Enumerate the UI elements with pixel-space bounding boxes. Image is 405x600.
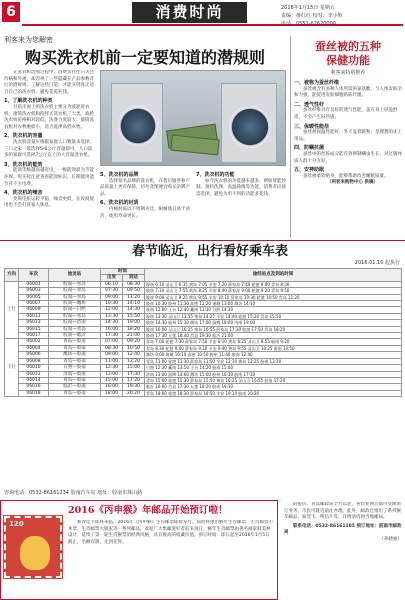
cell-stops: 日照 12:30 藏南 13:50 王台 14:20 胶南 15:00 bbox=[145, 365, 402, 371]
cell-route: 潍坊—胶南 bbox=[49, 352, 101, 358]
article-intro: 在洗衣机选购过程中，消费者往往只关注价格和外观，却忽视了一些隐藏在产品参数背后的潜规则。了解这些门道，才能买到真正适合自己的洗衣机，避免花冤枉钱。 bbox=[4, 70, 94, 95]
cell-depart: 13:30 bbox=[101, 313, 123, 319]
masthead-meta bbox=[281, 4, 401, 28]
washer-right-icon bbox=[221, 83, 277, 163]
cell-route: 胶南—青岛 bbox=[49, 326, 101, 332]
cell-number: 06009 bbox=[19, 307, 49, 313]
cell-number: 06015 bbox=[19, 326, 49, 332]
article-kicker: 利客来为您解密 bbox=[4, 36, 53, 44]
side-section-heading: 三、保暖性能佳 bbox=[294, 123, 330, 130]
cell-stops: 胶南 13:30 灵山卫 13:55 黄岛 14:25 辛安 14:40 轮渡 15:20 青岛 15:50 bbox=[145, 313, 402, 319]
cell-route: 青岛—胶南 bbox=[49, 390, 101, 396]
main-article-col-2 bbox=[100, 170, 192, 238]
side-section-heading: 四、防螨抗菌 bbox=[294, 145, 325, 152]
washing-machine-photo bbox=[100, 70, 286, 166]
bottom-right-sign: （孙晓丽） bbox=[379, 536, 402, 542]
table-row bbox=[5, 390, 402, 396]
cell-route: 青岛—胶南 bbox=[49, 345, 101, 351]
cell-stops: 胶南 10:30 胶州 11:30 高密 12:20 诸城 13:00 潍坊 14:10 bbox=[145, 301, 402, 307]
stamp-ad-title: 2016《丙申猴》年邮品开始预订啦！ bbox=[68, 505, 228, 516]
cell-arrive: 12:40 bbox=[123, 352, 145, 358]
side-title-line-1: 蚕丝被的五种 bbox=[315, 40, 381, 53]
stamp-value: 120 bbox=[9, 520, 24, 528]
cell-stops: 青岛 11:00 轮渡 11:30 薛家岛 11:50 辛安 12:10 黄岛 12:25 胶南 13:20 bbox=[145, 358, 402, 364]
phone-line: 电话：0551-62620000 bbox=[281, 21, 336, 27]
cell-depart: 12:00 bbox=[101, 307, 123, 313]
col-header-route: 始发站 bbox=[49, 269, 101, 282]
section-heading: 6、洗衣机的材质 bbox=[100, 200, 139, 207]
section-heading: 5、洗衣机的品牌 bbox=[100, 172, 139, 178]
washer-left-icon bbox=[111, 83, 163, 163]
side-section-heading: 二、透气性好 bbox=[294, 101, 325, 108]
masthead bbox=[22, 2, 403, 26]
cell-stops: 临沂 16:00 莒县 17:30 五莲 18:20 胶南 19:30 bbox=[145, 384, 402, 390]
cell-route: 胶南—日照 bbox=[49, 307, 101, 313]
monkey-figure-icon bbox=[20, 536, 50, 570]
cell-route: 胶南—青岛 bbox=[49, 288, 101, 294]
main-article-col-1 bbox=[4, 70, 96, 238]
side-section-body: 蚕丝中的丝胶成分能有效抑制螨虫生长，对过敏体质人群十分友好。 bbox=[294, 151, 402, 164]
section-body: 目前市面上的洗衣机主要分为波轮洗衣机、滚筒洗衣机和搅拌式洗衣机三大类。波轮洗衣机价格相对较低，洗涤力度较大；滚筒洗衣机对衣物磨损小，适合洗涤高档衣物。 bbox=[4, 104, 94, 130]
bus-table bbox=[4, 268, 402, 397]
cell-number: 06013 bbox=[19, 320, 49, 326]
article-title: 购买洗衣机前一定要知道的潜规则 bbox=[24, 48, 265, 67]
stamp-ad-body-wrap bbox=[68, 520, 274, 596]
side-section-heading: 一、被称为蚕丝纤维 bbox=[294, 80, 340, 86]
cell-number: 06005 bbox=[19, 294, 49, 300]
side-footer: （利客来购物中心 供稿） bbox=[326, 180, 379, 186]
cell-number: 06002 bbox=[19, 339, 49, 345]
cell-depart: 07:30 bbox=[101, 288, 123, 294]
cell-direction: 上行 bbox=[5, 281, 19, 339]
cell-route: 胶南—临沂 bbox=[49, 333, 101, 339]
section-heading: 2、洗衣机的容量 bbox=[4, 133, 43, 140]
column-divider bbox=[290, 36, 291, 238]
cell-number: 06001 bbox=[19, 281, 49, 287]
cell-stops: 胶南 7:30 灵山卫 7:55 黄岛 8:25 辛安 8:40 薛家岛 9:00 轮渡 9:20 青岛 9:50 bbox=[145, 288, 402, 294]
cell-route: 临沂—胶南 bbox=[49, 384, 101, 390]
section-heading: 3、洗衣机的能效 bbox=[4, 161, 43, 168]
bottom-right-contact: 联系电话：0532-86161185 预订地址：胶南市邮政局 bbox=[284, 523, 402, 536]
cell-arrive: 17:20 bbox=[123, 377, 145, 383]
cell-stops: 胶南 17:30 五莲 18:40 莒县 19:30 临沂 21:00 bbox=[145, 333, 402, 339]
cell-arrive: 19:30 bbox=[123, 384, 145, 390]
section-heading: 7、洗衣机的功能 bbox=[196, 172, 235, 178]
cell-arrive: 09:20 bbox=[123, 339, 145, 345]
section-body: 洗衣机容量应根据家庭人口数量来选择。三口之家一般选择5-6公斤容量即可，人口较多的家庭可选择7公斤以上的大容量洗衣机。 bbox=[4, 139, 94, 159]
cell-route: 胶南—青岛 bbox=[49, 281, 101, 287]
cell-stops: 青岛 7:00 轮渡 7:30 薛家岛 7:50 辛安 8:10 黄岛 8:25 灵山卫 8:55 胶南 9:20 bbox=[145, 339, 402, 345]
bottom-right-article bbox=[284, 502, 402, 598]
section-body: 如今洗衣机的功能越来越多，例如智能控制、预约洗涤、高温除菌等功能。消费者应按需选择，避免为用不到的功能多花钱。 bbox=[196, 178, 286, 197]
side-article bbox=[294, 36, 402, 238]
cell-stops: 青岛 8:30 轮渡 9:00 薛家岛 9:20 辛安 9:40 黄岛 9:55 灵山卫 10:25 胶南 10:50 bbox=[145, 345, 402, 351]
cell-depart: 06:10 bbox=[101, 281, 123, 287]
cell-route: 胶南—青岛 bbox=[49, 294, 101, 300]
cell-direction: 下行 bbox=[5, 339, 19, 397]
cell-arrive: 15:00 bbox=[123, 365, 145, 371]
section-title: 消费时尚 bbox=[132, 2, 247, 23]
cell-number: 06014 bbox=[19, 377, 49, 383]
page-number: 6 bbox=[2, 2, 20, 22]
side-section-body: 蚕丝纤维具有良好的透气性能，盖在身上轻盈舒适，不会产生闷热感。 bbox=[294, 108, 398, 120]
side-section-body: 蚕丝被保温性能好，冬天盖着暖和，是理想的床上用品。 bbox=[294, 130, 402, 142]
cell-depart: 09:00 bbox=[101, 294, 123, 300]
monkey-stamp-icon bbox=[4, 516, 62, 578]
cell-number: 06007 bbox=[19, 301, 49, 307]
cell-arrive: 17:30 bbox=[123, 371, 145, 377]
bottom-right-body: 的报价。青岛邮政局全力以赴，各营业网点都可受理预订业务，市民可就近前往办理。此外，邮政还推出了系列猴年邮品，如贺卡、明信片等，详情请咨询当地邮局。 bbox=[284, 502, 401, 521]
cell-route: 胶南—济南 bbox=[49, 320, 101, 326]
cell-arrive: 08:30 bbox=[123, 281, 145, 287]
cell-arrive: 10:50 bbox=[123, 345, 145, 351]
cell-depart: 12:30 bbox=[101, 365, 123, 371]
cell-stops: 济南 13:00 淄博 14:00 潍坊 15:00 胶州 16:30 胶南 17:30 bbox=[145, 371, 402, 377]
cell-number: 06016 bbox=[19, 384, 49, 390]
side-section-body: 蚕丝被含有多种人体所需的氨基酸，与人体皮肤亲和力强，能促进皮肤细胞新陈代谢。 bbox=[294, 86, 402, 99]
cell-number: 06006 bbox=[19, 352, 49, 358]
cell-arrive: 20:20 bbox=[123, 390, 145, 396]
cell-stops: 胶南 16:00 灵山卫 16:25 黄岛 16:55 薛家岛 17:30 轮渡 17:50 青岛 18:20 bbox=[145, 326, 402, 332]
cell-arrive: 21:00 bbox=[123, 333, 145, 339]
bus-timetable bbox=[4, 268, 402, 488]
cell-depart: 16:00 bbox=[101, 326, 123, 332]
cell-number: 06017 bbox=[19, 333, 49, 339]
cell-route: 青岛—胶南 bbox=[49, 377, 101, 383]
cell-arrive: 09:50 bbox=[123, 288, 145, 294]
editor-line: 责编：蒋红红 校对：李小辉 bbox=[281, 13, 343, 19]
bus-effective-note: 2016.01.10 起执行 bbox=[354, 260, 400, 266]
cell-number: 06012 bbox=[19, 371, 49, 377]
cell-route: 胶南—潍坊 bbox=[49, 301, 101, 307]
cell-arrive: 11:20 bbox=[123, 294, 145, 300]
cell-depart: 16:00 bbox=[101, 384, 123, 390]
cell-arrive: 13:20 bbox=[123, 358, 145, 364]
cell-stops: 青岛 18:00 轮渡 18:30 薛家岛 18:50 辛安 19:10 胶南 20:20 bbox=[145, 390, 402, 396]
cell-number: 06008 bbox=[19, 358, 49, 364]
cell-depart: 09:00 bbox=[101, 352, 123, 358]
cell-depart: 11:00 bbox=[101, 358, 123, 364]
section-body: 内桶材质以不锈钢为佳，耐腐蚀且易于清洁，使用寿命更长。 bbox=[100, 206, 190, 219]
side-section-body: 蚕丝被柔软贴身，能够帮助改善睡眠质量。 bbox=[303, 173, 389, 179]
cell-arrive: 14:30 bbox=[123, 307, 145, 313]
bus-section-title: 春节临近，出行看好乘车表 bbox=[131, 244, 288, 259]
cell-number: 06003 bbox=[19, 288, 49, 294]
cell-depart: 07:00 bbox=[101, 339, 123, 345]
cell-route: 胶南—青岛 bbox=[49, 313, 101, 319]
cell-depart: 10:30 bbox=[101, 301, 123, 307]
cell-number: 06018 bbox=[19, 390, 49, 396]
issue-date: 2016年1月15日 星期五 bbox=[281, 5, 335, 11]
cell-stops: 胶南 14:30 胶州 15:30 潍坊 17:00 淄博 18:00 济南 19:00 bbox=[145, 320, 402, 326]
cell-arrive: 18:20 bbox=[123, 326, 145, 332]
main-article bbox=[4, 36, 286, 69]
cell-stops: 青岛 15:00 轮渡 15:30 薛家岛 15:50 黄岛 16:25 灵山卫 16:55 胶南 17:20 bbox=[145, 377, 402, 383]
side-title-line-2: 保健功能 bbox=[326, 54, 370, 67]
main-article-col-3 bbox=[196, 170, 286, 238]
cell-route: 青岛—胶南 bbox=[49, 339, 101, 345]
cell-arrive: 14:10 bbox=[123, 301, 145, 307]
section-body: 能效等级越高越省电，一级能效最为节能环保。购买时注意查看能效标识，长期使用能节省不少电费。 bbox=[4, 168, 94, 187]
cell-route: 青岛—胶南 bbox=[49, 358, 101, 364]
cell-depart: 08:30 bbox=[101, 345, 123, 351]
cell-arrive: 19:00 bbox=[123, 320, 145, 326]
cell-depart: 18:00 bbox=[101, 390, 123, 396]
cell-number: 06004 bbox=[19, 345, 49, 351]
cell-route: 济南—胶南 bbox=[49, 371, 101, 377]
col-header-time: 时间 bbox=[101, 269, 145, 275]
cell-stops: 胶南 6:10 灵山卫 6:35 黄岛 7:05 辛安 7:20 薛家岛 7:40 轮渡 8:00 青岛 8:30 bbox=[145, 281, 402, 287]
section-body: 选择知名品牌的洗衣机，在售后服务和产品质量上更有保障，切勿贪图便宜购买杂牌产品。 bbox=[100, 178, 190, 197]
cell-number: 06010 bbox=[19, 365, 49, 371]
cell-depart: 13:00 bbox=[101, 371, 123, 377]
bus-table-body bbox=[5, 281, 402, 396]
side-section-heading: 五、安神助眠 bbox=[294, 167, 325, 174]
col-header-depart: 出发 bbox=[101, 275, 123, 281]
bus-footer: 咨询电话：0532-86161234 胶南汽车站 地址：胶南市珠山路 bbox=[4, 490, 143, 496]
stamp-ad-body: 新春佳节即将来临，2016年《丙申猴》生肖邮票即将发行。届时将推出猴年生肖邮票、生肖邮票小本票、生肖邮票大版张等一系列邮品，欢迎广大集邮爱好者前来预订。猴年生肖邮票由著名画家韩美林设计，延续了第一轮生肖猴票的经典风格，具有极高的收藏价值。预订时间：即日起至2016年1月5日截止，名额有限，先到先得。 bbox=[68, 520, 273, 545]
col-header-direction: 方向 bbox=[5, 269, 19, 282]
cell-stops: 潍坊 9:00 诸城 10:10 高密 10:50 胶州 11:40 胶南 12:40 bbox=[145, 352, 402, 358]
cell-arrive: 15:50 bbox=[123, 313, 145, 319]
cell-number: 06011 bbox=[19, 313, 49, 319]
section-heading: 4、洗衣机的噪音 bbox=[4, 190, 43, 197]
cell-depart: 17:30 bbox=[101, 333, 123, 339]
cell-stops: 胶南 12:00 王台 12:40 藏南 13:10 日照 14:30 bbox=[145, 307, 402, 313]
col-header-number: 车次 bbox=[19, 269, 49, 282]
section-body: 变频电机运转平稳，噪音更低，在夜间使用也不会打扰家人休息。 bbox=[4, 196, 94, 209]
cell-stops: 胶南 9:00 灵山卫 9:25 黄岛 9:55 辛安 10:10 薛家岛 10:30 轮渡 10:50 青岛 11:20 bbox=[145, 294, 402, 300]
side-subtitle: 利客来特别推荐 bbox=[330, 70, 366, 76]
cell-depart: 14:30 bbox=[101, 320, 123, 326]
cell-depart: 15:00 bbox=[101, 377, 123, 383]
cell-route: 日照—胶南 bbox=[49, 365, 101, 371]
col-header-arrive: 到达 bbox=[123, 275, 145, 281]
section-rule bbox=[0, 240, 405, 241]
col-header-stops: 途经站点及到站时间 bbox=[145, 269, 402, 282]
section-heading: 1、了解洗衣机的种类 bbox=[4, 98, 53, 105]
